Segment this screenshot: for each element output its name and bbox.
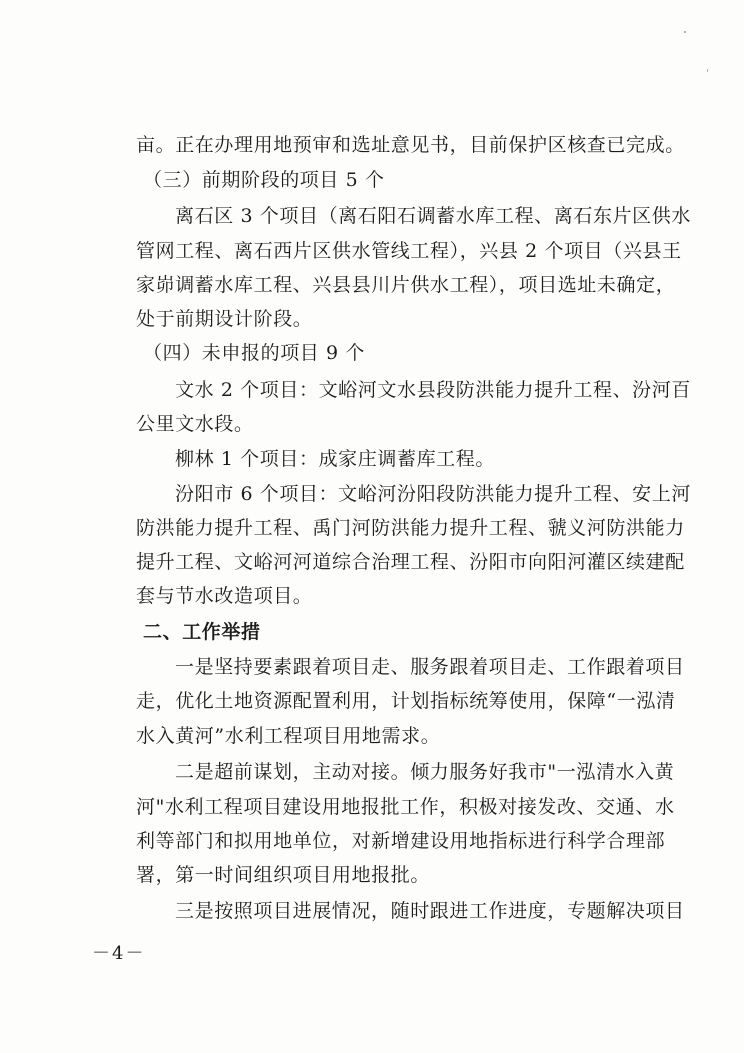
paragraph-line: 提升工程、文峪河河道综合治理工程、汾阳市向阳河灌区续建配: [136, 551, 685, 573]
page-number: －4－: [92, 943, 146, 964]
section-heading-3: （三）前期阶段的项目 5 个: [143, 169, 385, 191]
paragraph-line: 水入黄河”水利工程项目用地需求。: [136, 725, 441, 747]
section-heading-4: （四）未申报的项目 9 个: [143, 342, 365, 364]
paragraph-line: 离石区 3 个项目（离石阳石调蓄水库工程、离石东片区供水: [175, 205, 691, 227]
paragraph-line: 走，优化土地资源配置利用，计划指标统筹使用，保障“一泓清: [136, 690, 676, 712]
section-heading-2: 二、工作举措: [143, 621, 261, 643]
paragraph-line: 柳林 1 个项目：成家庄调蓄库工程。: [175, 448, 495, 470]
paragraph-line: 文水 2 个项目：文峪河文水县段防洪能力提升工程、汾河百: [175, 379, 691, 401]
scan-speck: [684, 31, 686, 33]
paragraph-line: 管网工程、离石西片区供水管线工程），兴县 2 个项目（兴县王: [136, 240, 682, 262]
scan-speck: [707, 69, 708, 72]
paragraph-line: 利等部门和拟用地单位，对新增建设用地指标进行科学合理部: [136, 830, 666, 852]
paragraph-line: 署，第一时间组织项目用地报批。: [136, 864, 431, 886]
paragraph-line: 处于前期设计阶段。: [136, 308, 313, 330]
paragraph-line: 公里文水段。: [136, 413, 254, 435]
paragraph-line: 汾阳市 6 个项目：文峪河汾阳段防洪能力提升工程、安上河: [175, 483, 691, 505]
paragraph-line: 亩。正在办理用地预审和选址意见书，目前保护区核查已完成。: [136, 134, 685, 156]
paragraph-line: 三是按照项目进展情况，随时跟进工作进度，专题解决项目: [175, 900, 685, 922]
paragraph-line: 套与节水改造项目。: [136, 585, 313, 607]
paragraph-line: 二是超前谋划，主动对接。倾力服务好我市"一泓清水入黄: [175, 761, 675, 783]
paragraph-line: 家峁调蓄水库工程、兴县县川片供水工程），项目选址未确定，: [136, 274, 676, 296]
paragraph-line: 一是坚持要素跟着项目走、服务跟着项目走、工作跟着项目: [175, 656, 685, 678]
paragraph-line: 河"水利工程项目建设用地报批工作，积极对接发改、交通、水: [136, 796, 675, 818]
paragraph-line: 防洪能力提升工程、禹门河防洪能力提升工程、虢义河防洪能力: [136, 517, 685, 539]
